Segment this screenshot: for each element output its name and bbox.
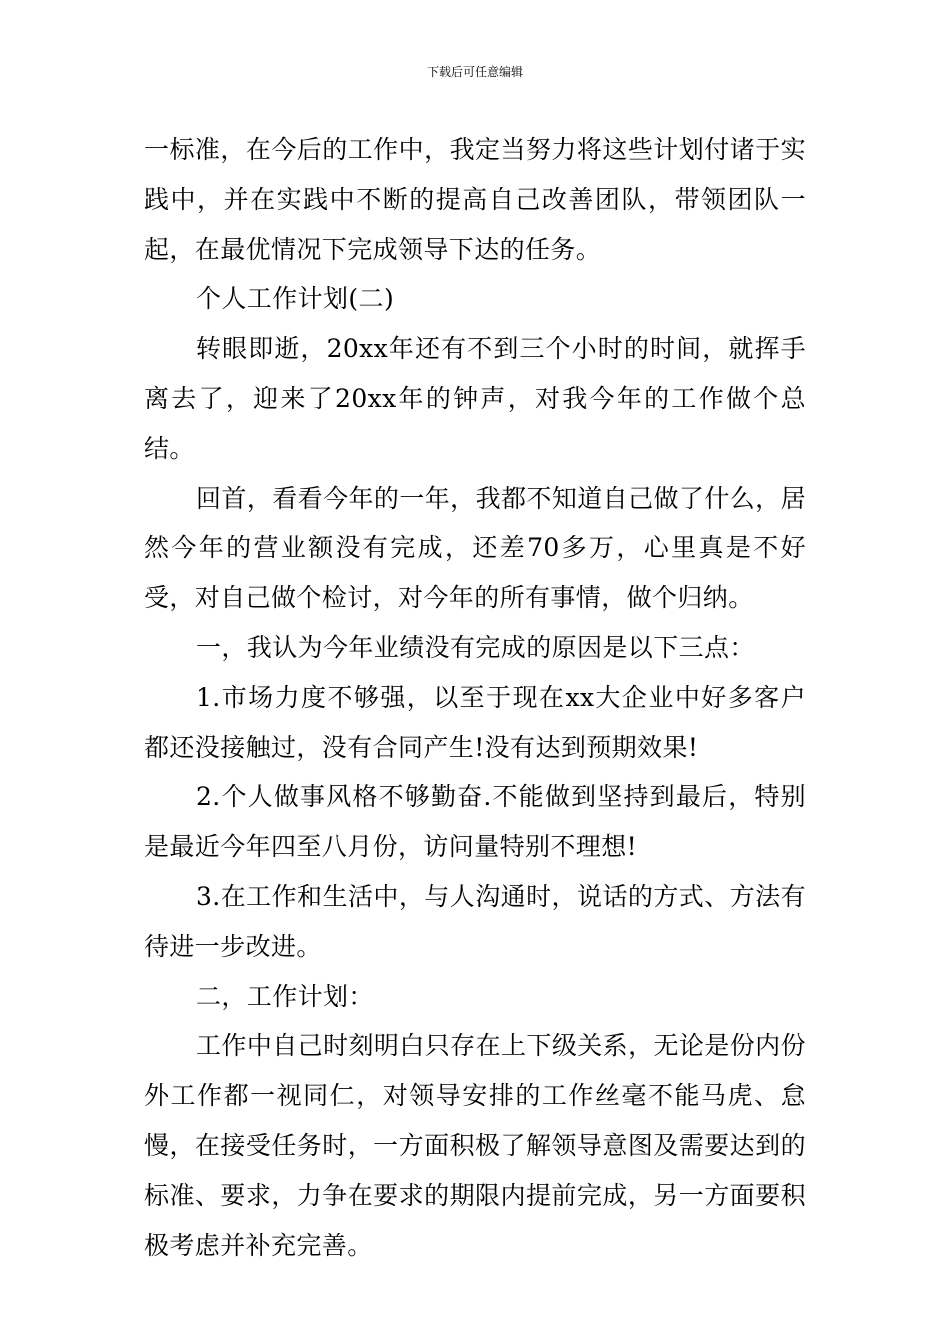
list-intro: 一，我认为今年业绩没有完成的原因是以下三点： [196,632,755,662]
list-item: 2.个人做事风格不够勤奋.不能做到坚持到最后，特别是最近今年四至八月份，访问量特别不理想! [144,782,806,862]
list-item: 1.市场力度不够强，以至于现在xx大企业中好多客户都还没接触过，没有合同产生!没有达到预期效果! [144,682,806,762]
paragraph: 回首，看看今年的一年，我都不知道自己做了什么，居然今年的营业额没有完成，还差70多万，心里真是不好受，对自己做个检讨，对今年的所有事情，做个归纳。 [144,483,806,613]
page-header-note: 下载后可任意编辑 [426,65,523,79]
document-body [144,125,806,1270]
list-item: 3.在工作和生活中，与人沟通时，说话的方式、方法有待进一步改进。 [144,881,806,961]
subsection-heading: 二，工作计划： [196,981,374,1011]
section-heading: 个人工作计划(二) [196,284,395,314]
paragraph-continuation: 一标准，在今后的工作中，我定当努力将这些计划付诸于实践中，并在实践中不断的提高自己改善团队，带领团队一起，在最优情况下完成领导下达的任务。 [144,135,806,264]
paragraph: 转眼即逝，20xx年还有不到三个小时的时间，就挥手离去了，迎来了20xx年的钟声，对我今年的工作做个总结。 [144,334,806,463]
paragraph: 工作中自己时刻明白只存在上下级关系，无论是份内份外工作都一视同仁，对领导安排的工作丝毫不能马虎、怠慢，在接受任务时，一方面积极了解领导意图及需要达到的标准、要求，力争在要求的期限内提前完成，另一方面要积极考虑并补充完善。 [144,1031,806,1260]
